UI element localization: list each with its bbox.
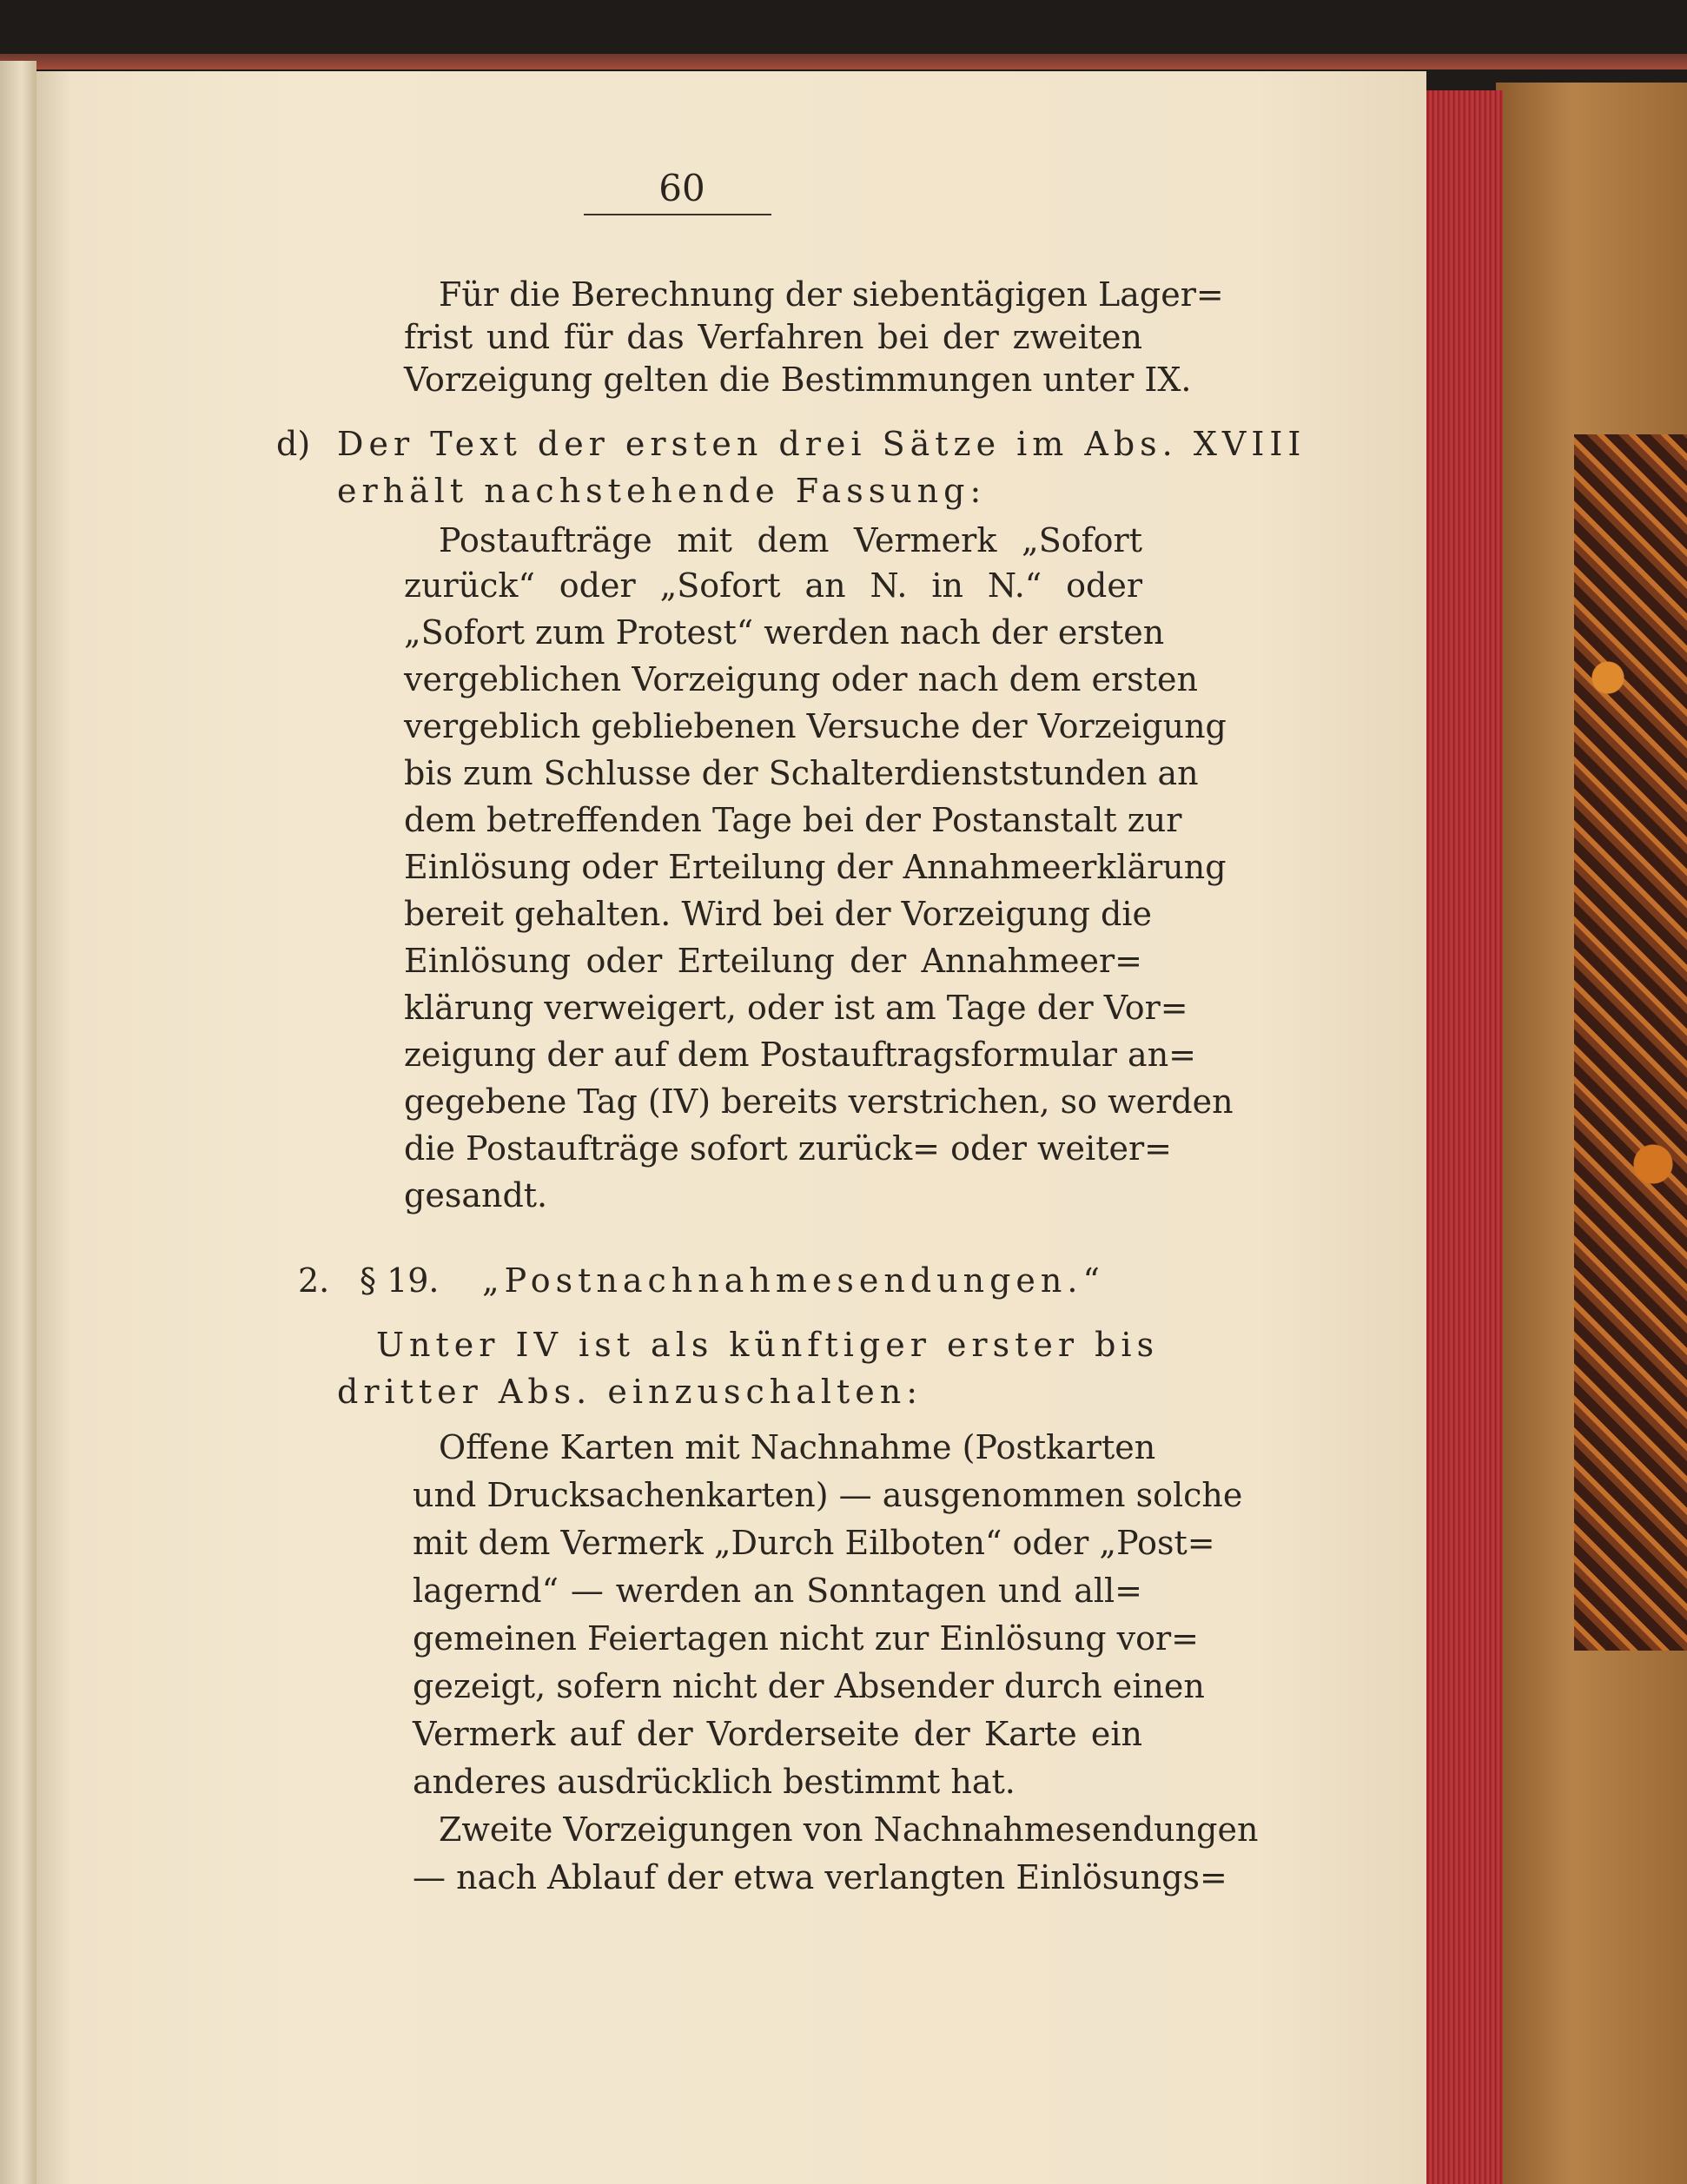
quote-line: Vermerk auf der Vorderseite der Karte ein <box>413 1715 1142 1753</box>
page-number: 60 <box>658 167 705 209</box>
quote-line: zurück“ oder „Sofort an N. in N.“ oder <box>404 566 1142 605</box>
text-line: Vorzeigung gelten die Bestimmungen unter IX. <box>404 361 1192 399</box>
quote-line: bis zum Schlusse der Schalterdienststunden an <box>404 754 1199 792</box>
quote-line: klärung verweigert, oder ist am Tage der Vor= <box>404 989 1188 1027</box>
text-line: Unter IV ist als künftiger erster bis <box>376 1326 1160 1364</box>
quote-line: Einlösung oder Erteilung der Annahmeer= <box>404 942 1142 980</box>
quote-line: vergeblichen Vorzeigung oder nach dem ersten <box>404 660 1198 698</box>
quote-line: lagernd“ — werden an Sonntagen und all= <box>413 1572 1142 1610</box>
quote-line: mit dem Vermerk „Durch Eilboten“ oder „Post= <box>413 1524 1215 1562</box>
text-line: dritter Abs. einzuschalten: <box>337 1373 923 1411</box>
section-number: § 19. <box>360 1261 440 1300</box>
quote-line: zeigung der auf dem Postauftragsformular an= <box>404 1036 1197 1074</box>
text-line: Für die Berechnung der siebentägigen Lager= <box>439 275 1224 314</box>
quote-line: bereit gehalten. Wird bei der Vorzeigung die <box>404 895 1152 933</box>
quote-line: gemeinen Feiertagen nicht zur Einlösung vor= <box>413 1619 1199 1658</box>
quote-line: gezeigt, sofern nicht der Absender durch einen <box>413 1667 1205 1705</box>
quote-line: „Sofort zum Protest“ werden nach der ersten <box>404 613 1165 652</box>
section-heading: „Postnachnahmesendungen.“ <box>482 1261 1105 1300</box>
quote-line: vergeblich gebliebenen Versuche der Vorzeigung <box>404 707 1227 745</box>
page-number-rule <box>584 214 771 215</box>
quote-line: dem betreffenden Tage bei der Postanstalt zur <box>404 801 1182 839</box>
quote-line: Postaufträge mit dem Vermerk „Sofort <box>439 521 1142 559</box>
quote-line: die Postaufträge sofort zurück= oder weiter= <box>404 1129 1172 1168</box>
item-label-d: d) <box>276 425 311 463</box>
quote-line: Offene Karten mit Nachnahme (Postkarten <box>439 1428 1156 1466</box>
text-line: erhält nachstehende Fassung: <box>337 472 987 510</box>
quote-line: Zweite Vorzeigungen von Nachnahmesendungen <box>439 1810 1259 1849</box>
quote-line: — nach Ablauf der etwa verlangten Einlösungs= <box>413 1858 1227 1896</box>
quote-line: anderes ausdrücklich bestimmt hat. <box>413 1763 1016 1801</box>
quote-line: gegebene Tag (IV) bereits verstrichen, so werden <box>404 1082 1234 1121</box>
text-line: frist und für das Verfahren bei der zweiten <box>404 318 1142 356</box>
item-label-2: 2. <box>298 1261 330 1300</box>
quote-line: Einlösung oder Erteilung der Annahmeerklärung <box>404 848 1227 886</box>
text-line: Der Text der ersten drei Sätze im Abs. XVIII <box>337 425 1307 463</box>
quote-line: gesandt. <box>404 1176 548 1214</box>
quote-line: und Drucksachenkarten) — ausgenommen solche <box>413 1476 1243 1514</box>
